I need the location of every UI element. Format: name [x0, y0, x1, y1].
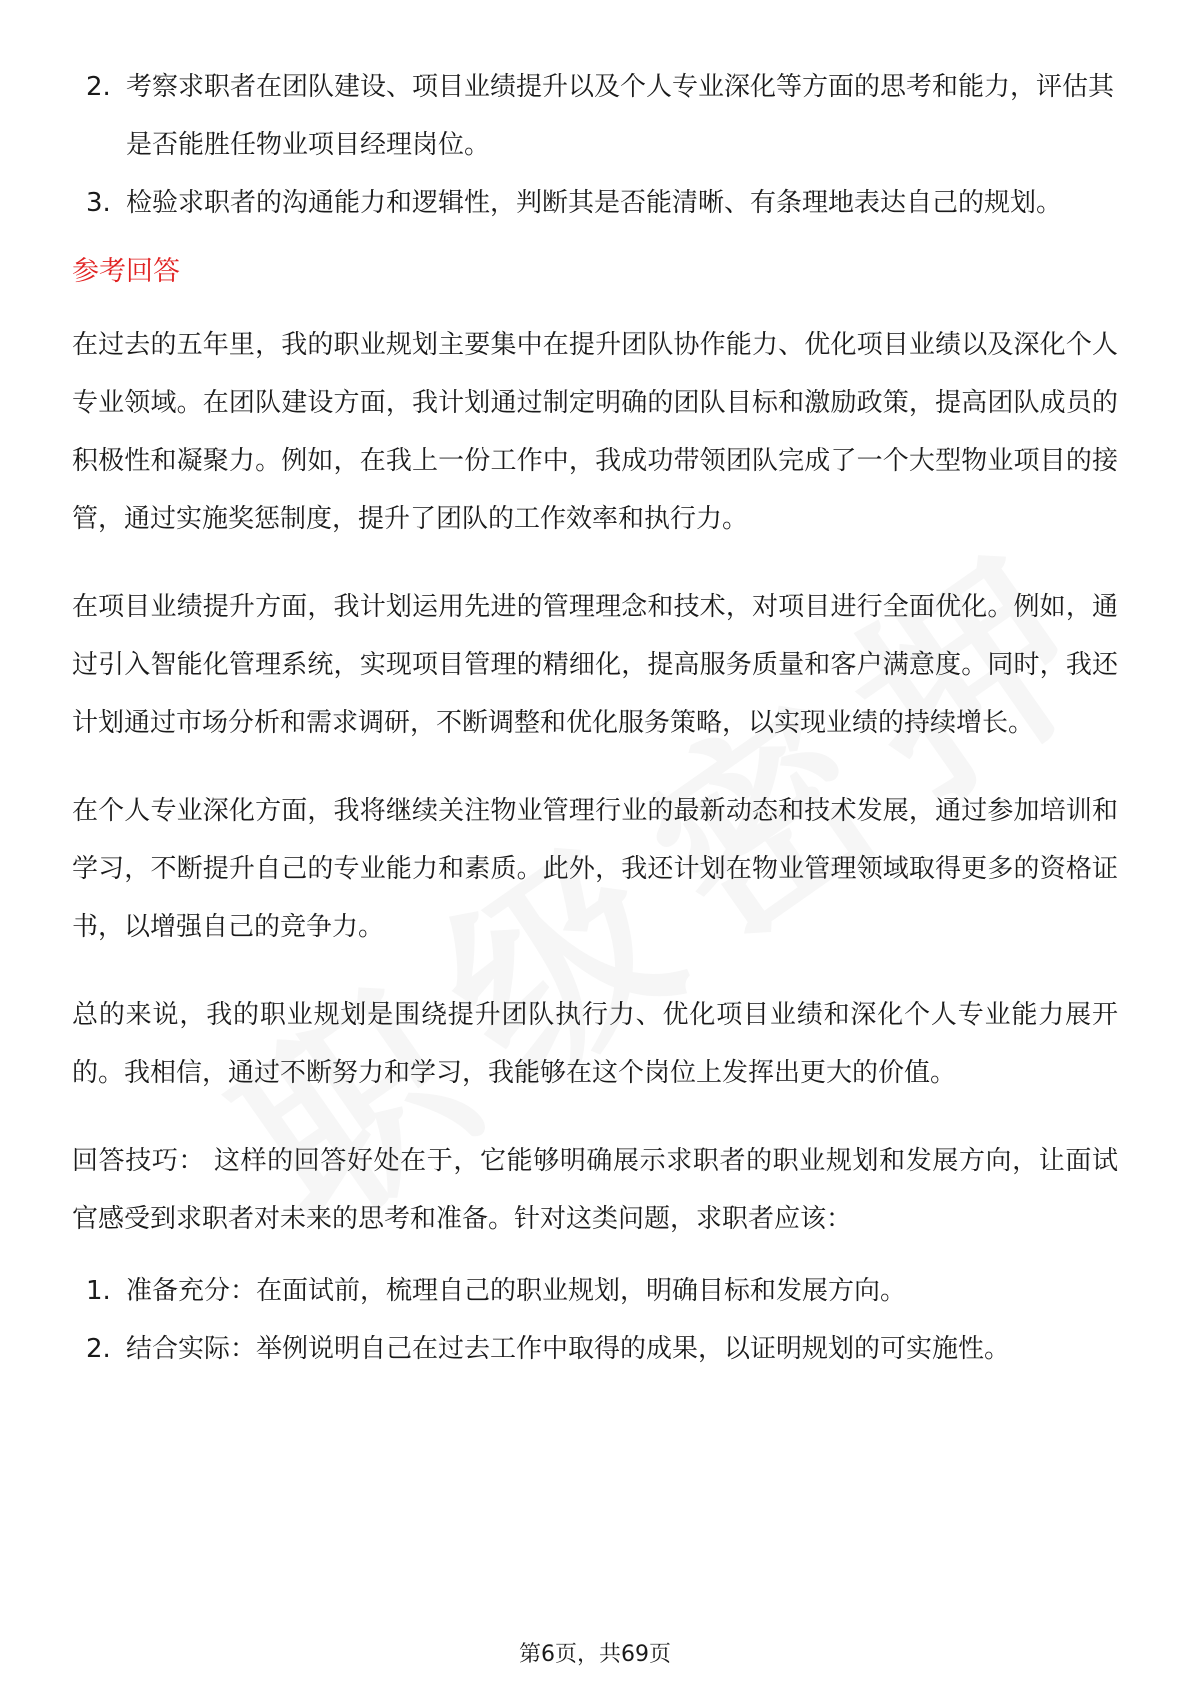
tips-paragraph: 回答技巧： 这样的回答好处在于，它能够明确展示求职者的职业规划和发展方向，让面试官感受到求职者对未来的思考和准备。针对这类问题，求职者应该：	[72, 1146, 1118, 1234]
list-item	[72, 1262, 1118, 1320]
list-item	[72, 1320, 1118, 1378]
answer-paragraph: 在过去的五年里，我的职业规划主要集中在提升团队协作能力、优化项目业绩以及深化个人专业领域。在团队建设方面，我计划通过制定明确的团队目标和激励政策，提高团队成员的积极性和凝聚力。例如，在我上一份工作中，我成功带领团队完成了一个大型物业项目的接管，通过实施奖惩制度，提升了团队的工作效率和执行力。	[72, 330, 1118, 534]
list-item	[72, 174, 1118, 232]
answer-paragraph: 总的来说，我的职业规划是围绕提升团队执行力、优化项目业绩和深化个人专业能力展开的。我相信，通过不断努力和学习，我能够在这个岗位上发挥出更大的价值。	[72, 1000, 1118, 1088]
list-item-text: 准备充分：在面试前，梳理自己的职业规划，明确目标和发展方向。	[126, 1276, 907, 1306]
list-item-text: 检验求职者的沟通能力和逻辑性，判断其是否能清晰、有条理地表达自己的规划。	[126, 188, 1063, 218]
section-title-reference-answer: 参考回答	[72, 256, 180, 287]
list-item	[72, 58, 1118, 174]
list-item-text: 结合实际：举例说明自己在过去工作中取得的成果，以证明规划的可实施性。	[126, 1334, 1011, 1364]
answer-paragraph: 在个人专业深化方面，我将继续关注物业管理行业的最新动态和技术发展，通过参加培训和学习，不断提升自己的专业能力和素质。此外，我还计划在物业管理领域取得更多的资格证书，以增强自己的竞争力。	[72, 796, 1118, 942]
list-item-number: 2.	[86, 72, 111, 102]
list-item-number: 1.	[86, 1276, 111, 1306]
tips-list	[72, 1262, 1118, 1378]
list-item-number: 3.	[86, 188, 111, 218]
list-item-text: 考察求职者在团队建设、项目业绩提升以及个人专业深化等方面的思考和能力，评估其是否能胜任物业项目经理岗位。	[126, 72, 1115, 160]
page-content	[72, 58, 1118, 1378]
answer-paragraph: 在项目业绩提升方面，我计划运用先进的管理理念和技术，对项目进行全面优化。例如，通过引入智能化管理系统，实现项目管理的精细化，提高服务质量和客户满意度。同时，我还计划通过市场分析和需求调研，不断调整和优化服务策略，以实现业绩的持续增长。	[72, 592, 1118, 738]
criteria-list	[72, 58, 1118, 232]
list-item-number: 2.	[86, 1334, 111, 1364]
page-footer: 第6页，共69页	[519, 1642, 671, 1667]
